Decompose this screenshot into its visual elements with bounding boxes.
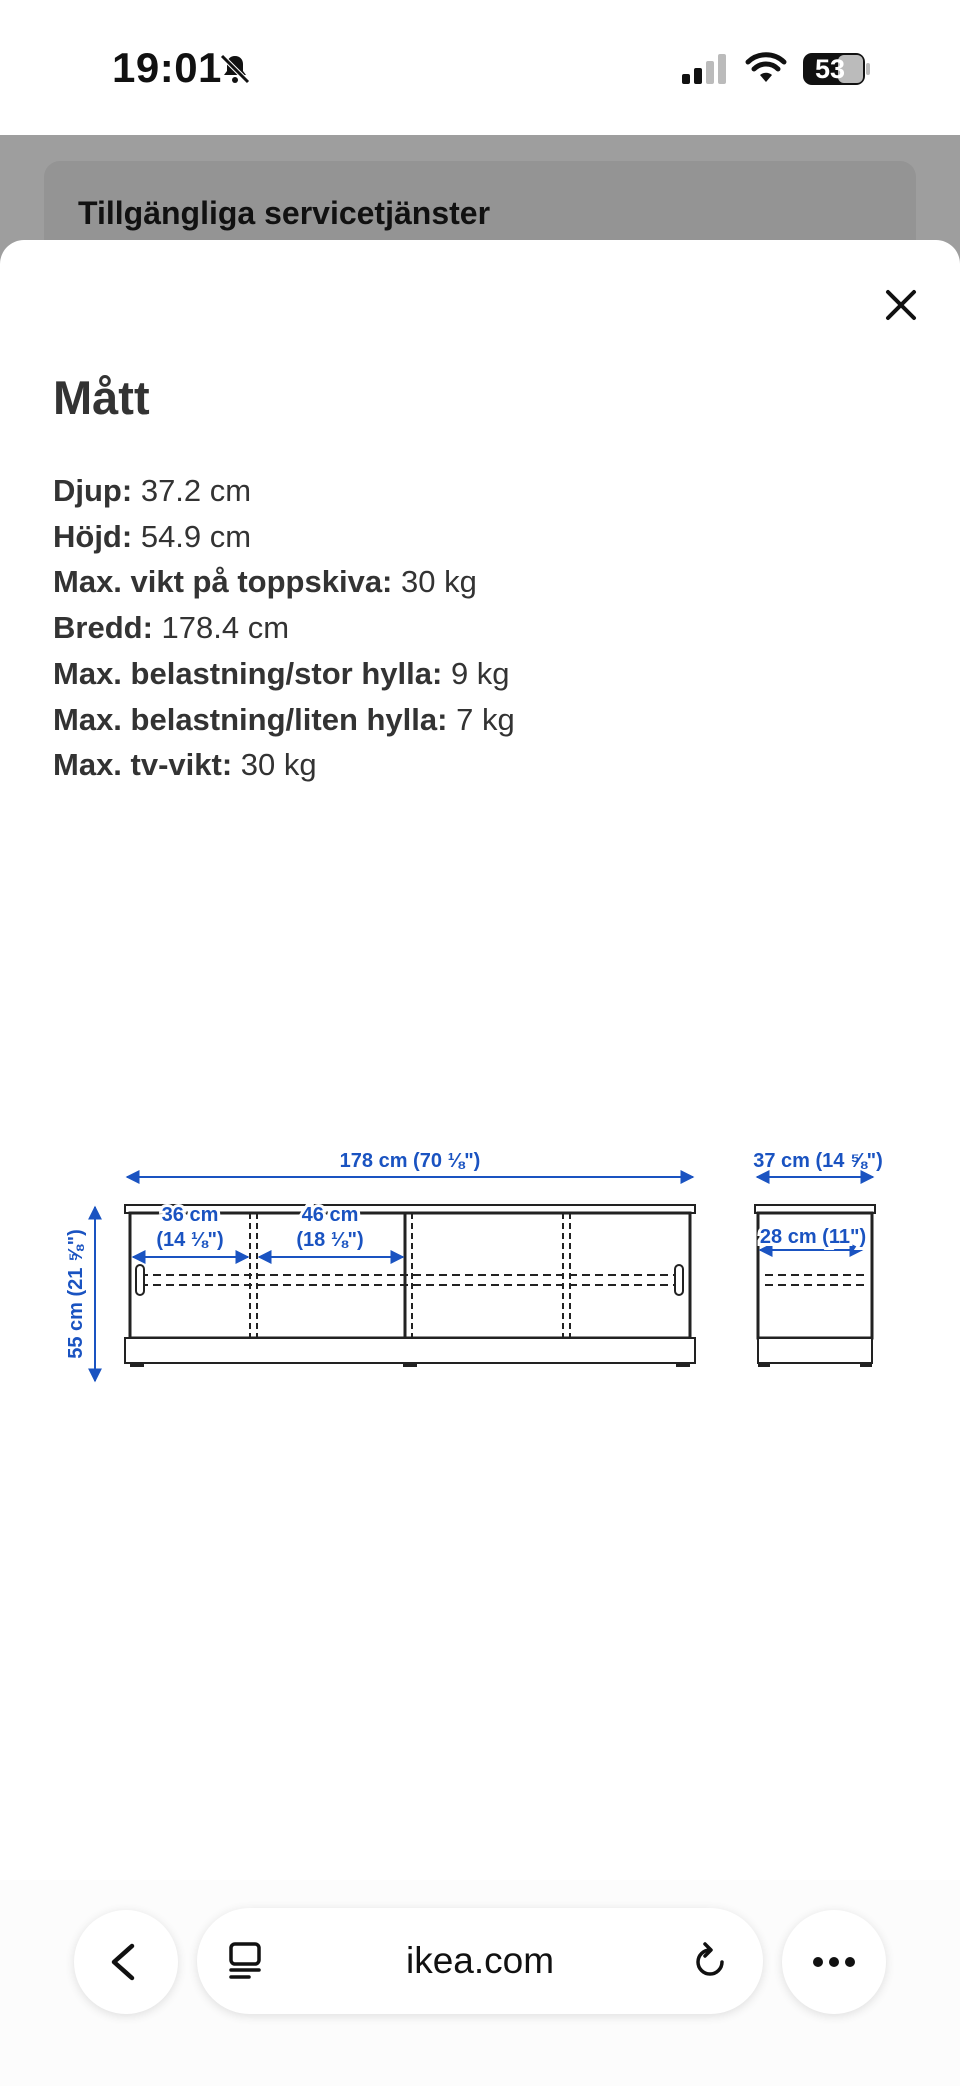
- large-compartment-label-1: 46 cm: [301, 1204, 359, 1226]
- more-dots-icon: [782, 1910, 886, 2014]
- more-options-button[interactable]: [782, 1910, 886, 2014]
- spec-row-top-max-weight: [53, 559, 515, 605]
- spec-value: 30 kg: [401, 564, 477, 600]
- spec-label: Max. vikt på toppskiva:: [53, 564, 393, 600]
- spec-value: 37.2 cm: [140, 473, 252, 508]
- close-icon[interactable]: [878, 282, 924, 328]
- large-compartment-label-2: (18 ⅛"): [296, 1229, 364, 1251]
- spec-value: 178.4 cm: [161, 610, 290, 646]
- spec-row-large-shelf-load: [53, 651, 515, 697]
- small-compartment-label-2: (14 ⅛"): [156, 1229, 224, 1251]
- sheet-title: Mått: [53, 371, 150, 424]
- spec-value: 9 kg: [450, 655, 510, 691]
- browser-toolbar: [0, 1880, 960, 2086]
- wifi-icon: [745, 50, 787, 86]
- spec-row-height: [53, 514, 515, 560]
- back-button[interactable]: [74, 1910, 178, 2014]
- spec-label: Djup:: [53, 473, 133, 508]
- silent-bell-icon: [218, 52, 252, 86]
- spec-list: [53, 468, 515, 788]
- chevron-left-icon: [74, 1910, 178, 2014]
- background-card-title: Tillgängliga servicetjänster: [78, 195, 491, 231]
- reload-icon[interactable]: [689, 1940, 731, 1982]
- address-bar[interactable]: [197, 1908, 763, 2014]
- spec-row-depth: [53, 468, 515, 514]
- cellular-signal-icon: [680, 52, 730, 86]
- dimension-drawing: [60, 1125, 900, 1395]
- spec-label: Max. belastning/liten hylla:: [53, 701, 448, 737]
- spec-label: Höjd:: [53, 518, 133, 554]
- spec-value: 7 kg: [456, 701, 515, 737]
- status-time: 19:01: [112, 44, 222, 91]
- battery-indicator: [802, 51, 872, 87]
- spec-row-small-shelf-load: [53, 697, 515, 743]
- url-text: ikea.com: [405, 1940, 555, 1981]
- depth-label: 37 cm (14 ⅝"): [753, 1150, 883, 1172]
- spec-value: 54.9 cm: [140, 518, 252, 554]
- total-width-label: 178 cm (70 ⅛"): [339, 1150, 481, 1172]
- spec-label: Bredd:: [53, 610, 153, 646]
- small-compartment-label-1: 36 cm: [161, 1204, 219, 1226]
- spec-row-tv-weight: [53, 742, 515, 788]
- status-bar: [0, 0, 960, 135]
- spec-label: Max. tv-vikt:: [53, 747, 233, 783]
- spec-value: 30 kg: [240, 747, 317, 783]
- spec-label: Max. belastning/stor hylla:: [53, 655, 443, 691]
- height-label: 55 cm (21 ⅝"): [65, 1229, 87, 1359]
- battery-level: 53: [815, 54, 846, 84]
- spec-row-width: [53, 605, 515, 651]
- inner-depth-label: 28 cm (11"): [759, 1226, 867, 1248]
